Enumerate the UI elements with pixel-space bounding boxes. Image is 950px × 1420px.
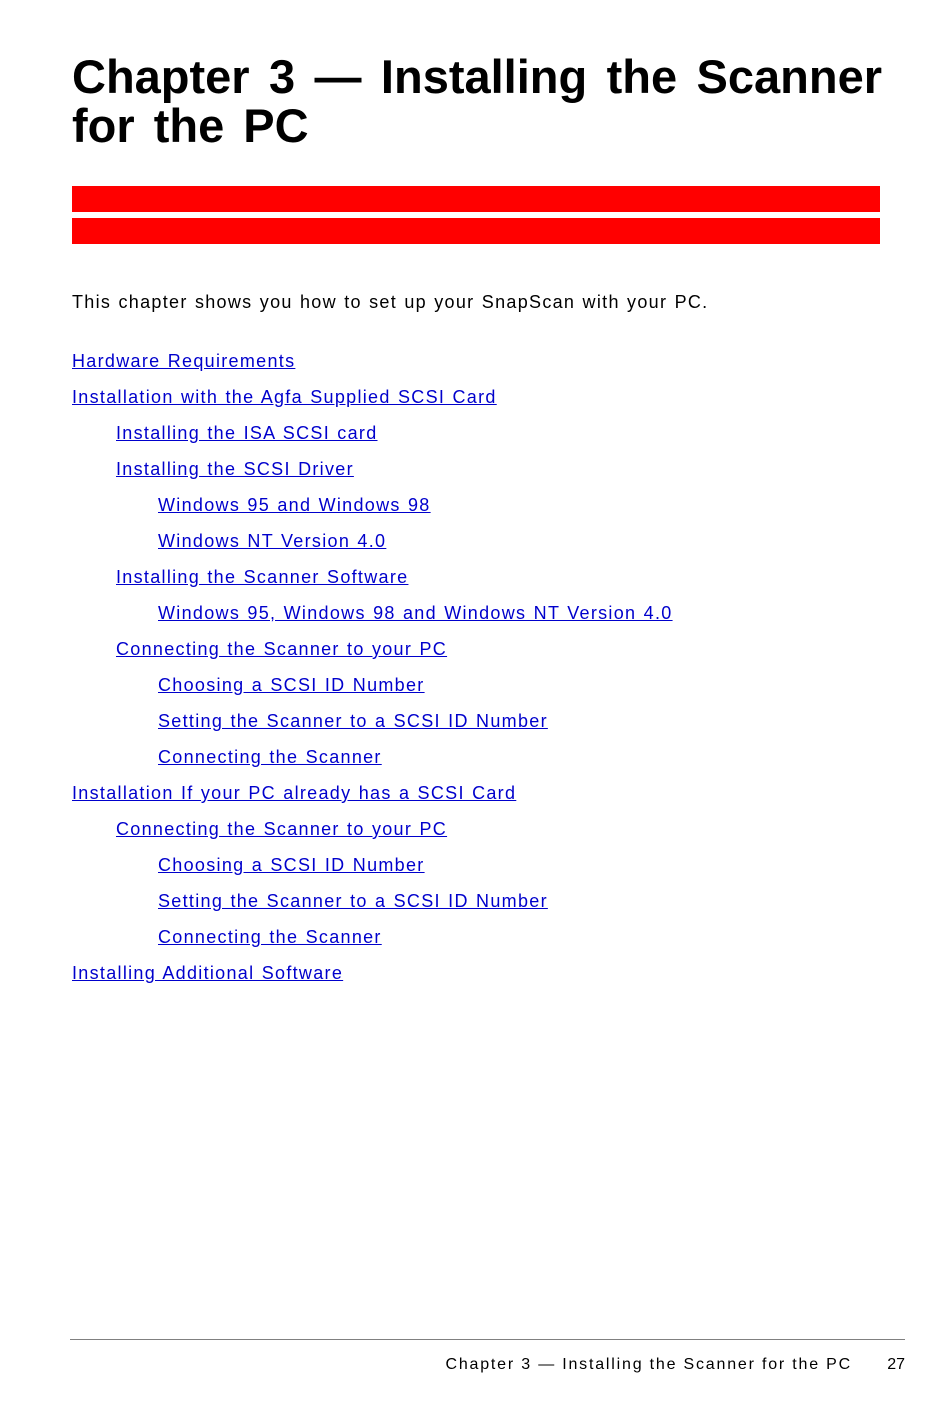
intro-paragraph: This chapter shows you how to set up your SnapScan with your PC. bbox=[72, 292, 709, 312]
toc-link[interactable]: Connecting the Scanner to your PC bbox=[116, 819, 448, 839]
red-divider-bar-bottom bbox=[72, 218, 880, 244]
footer-divider bbox=[70, 1339, 905, 1340]
toc-link[interactable]: Choosing a SCSI ID Number bbox=[158, 675, 425, 695]
table-of-contents bbox=[72, 349, 673, 997]
footer-chapter-title: Chapter 3 — Installing the Scanner for the PC bbox=[445, 1356, 852, 1373]
toc-link[interactable]: Hardware Requirements bbox=[72, 351, 296, 371]
toc-link[interactable]: Setting the Scanner to a SCSI ID Number bbox=[158, 891, 548, 911]
toc-item bbox=[72, 709, 673, 745]
toc-link[interactable]: Setting the Scanner to a SCSI ID Number bbox=[158, 711, 548, 731]
toc-link[interactable]: Installing the SCSI Driver bbox=[116, 459, 354, 479]
toc-item bbox=[72, 385, 673, 421]
toc-item bbox=[72, 961, 673, 997]
toc-link[interactable]: Windows 95, Windows 98 and Windows NT Version 4.0 bbox=[158, 603, 673, 623]
toc-item bbox=[72, 817, 673, 853]
page-title: Chapter 3 — Installing the Scanner for the PC bbox=[72, 50, 882, 152]
toc-item bbox=[72, 637, 673, 673]
toc-link[interactable]: Installing Additional Software bbox=[72, 963, 344, 983]
toc-item bbox=[72, 493, 673, 529]
toc-link[interactable]: Installation If your PC already has a SCSI Card bbox=[72, 783, 517, 803]
toc-item bbox=[72, 853, 673, 889]
toc-link[interactable]: Connecting the Scanner bbox=[158, 927, 382, 947]
toc-link[interactable]: Installation with the Agfa Supplied SCSI Card bbox=[72, 387, 497, 407]
toc-item bbox=[72, 925, 673, 961]
toc-link[interactable]: Connecting the Scanner to your PC bbox=[116, 639, 448, 659]
toc-link[interactable]: Windows NT Version 4.0 bbox=[158, 531, 387, 551]
toc-item bbox=[72, 673, 673, 709]
toc-link[interactable]: Installing the ISA SCSI card bbox=[116, 423, 378, 443]
toc-link[interactable]: Connecting the Scanner bbox=[158, 747, 382, 767]
red-divider-bar-top bbox=[72, 186, 880, 212]
toc-item bbox=[72, 745, 673, 781]
toc-link[interactable]: Windows 95 and Windows 98 bbox=[158, 495, 431, 515]
toc-link[interactable]: Choosing a SCSI ID Number bbox=[158, 855, 425, 875]
toc-item bbox=[72, 529, 673, 565]
toc-link[interactable]: Installing the Scanner Software bbox=[116, 567, 409, 587]
toc-item bbox=[72, 421, 673, 457]
toc-item bbox=[72, 781, 673, 817]
toc-item bbox=[72, 601, 673, 637]
footer-page-number: 27 bbox=[887, 1356, 905, 1373]
toc-item bbox=[72, 889, 673, 925]
toc-item bbox=[72, 349, 673, 385]
toc-item bbox=[72, 457, 673, 493]
toc-item bbox=[72, 565, 673, 601]
